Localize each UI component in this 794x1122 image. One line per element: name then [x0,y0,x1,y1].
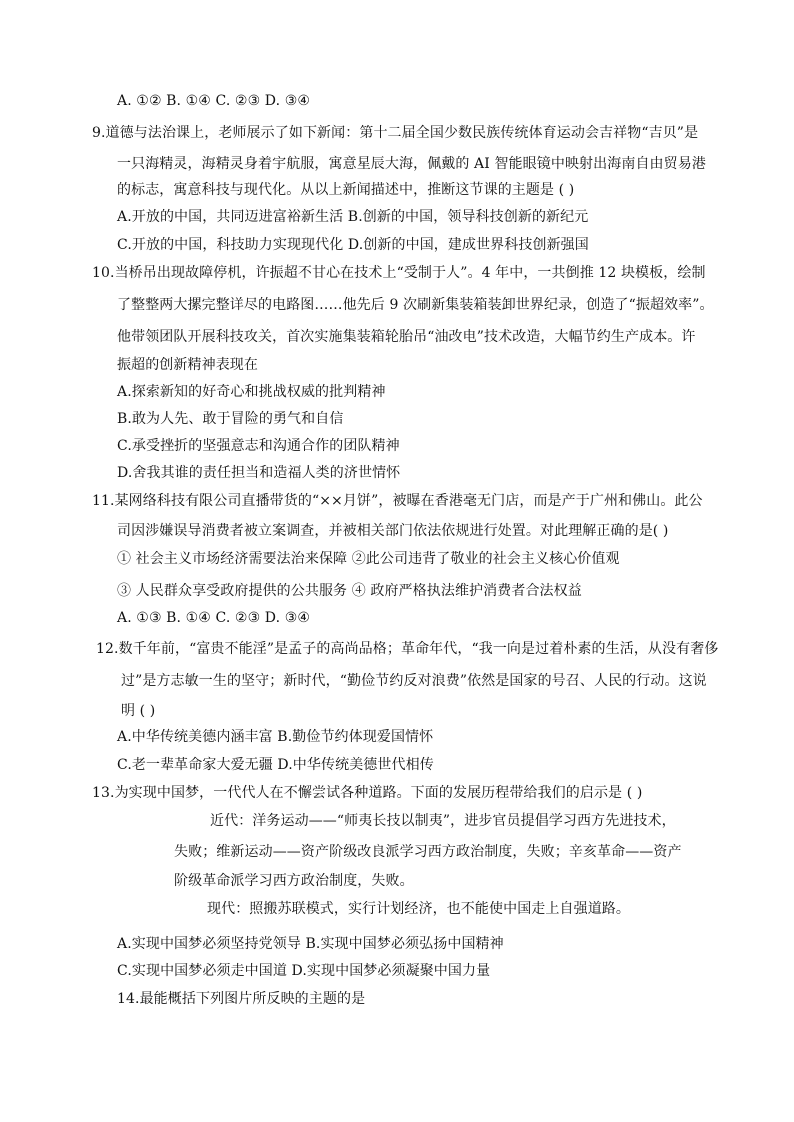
q13-material-line1: 近代：洋务运动——“师夷长技以制夷”，进步官员提倡学习西方先进技术， [210,813,676,829]
q10-stem-line3: 他带领团队开展科技攻关，首次实施集装箱轮胎吊“油改电”技术改造，大幅节约生产成本。许 [117,329,696,345]
q12-options-ab: A.中华传统美德内涵丰富 B.勤俭节约体现爱国情怀 [117,729,434,745]
q13-material-line2: 失败；维新运动——资产阶级改良派学习西方政治制度，失败；辛亥革命——资产 [174,844,682,860]
q9-stem-line1: 9.道德与法治课上，老师展示了如下新闻：第十二届全国少数民族传统体育运动会吉祥物“吉贝”是 [92,125,699,141]
q11-statements-12: ① 社会主义市场经济需要法治来保障 ②此公司违背了敬业的社会主义核心价值观 [117,551,620,567]
q13-material-line4: 现代：照搬苏联模式，实行计划经济，也不能使中国走上自强道路。 [207,901,630,917]
q12-options-cd: C.老一辈革命家大爱无疆 D.中华传统美德世代相传 [117,757,434,773]
q11-stem-line2: 司因涉嫌误导消费者被立案调查，并被相关部门依法依规进行处置。对此理解正确的是( ) [117,523,669,539]
q10-stem-line4: 振超的创新精神表现在 [117,357,258,373]
q10-option-c: C.承受挫折的坚强意志和沟通合作的团队精神 [117,438,400,454]
q9-options-cd: C.开放的中国，科技助力实现现代化 D.创新的中国，建成世界科技创新强国 [117,237,589,253]
q10-option-a: A.探索新知的好奇心和挑战权威的批判精神 [117,384,386,400]
q11-options: A. ①③ B. ①④ C. ②③ D. ③④ [117,610,310,626]
q13-material-line3: 阶级革命派学习西方政治制度，失败。 [174,873,414,889]
q9-stem-line2: 一只海精灵，海精灵身着宇航服，寓意星辰大海，佩戴的 AI 智能眼镜中映射出海南自由贸易港 [117,156,706,172]
q12-stem-line2: 过”是方志敏一生的坚守；新时代，“勤俭节约反对浪费”依然是国家的号召、人民的行动。这说 [121,673,707,689]
q11-stem-line1: 11.某网络科技有限公司直播带货的“××月饼”，被曝在香港毫无门店，而是产于广州和佛山。此公 [92,493,703,509]
q10-option-b: B.敢为人先、敢于冒险的勇气和自信 [117,411,344,427]
q10-option-d: D.舍我其谁的责任担当和造福人类的济世情怀 [117,465,401,481]
q11-statements-34: ③ 人民群众享受政府提供的公共服务 ④ 政府严格执法维护消费者合法权益 [117,583,582,599]
q10-stem-line1: 10.当桥吊出现故障停机，许振超不甘心在技术上“受制于人”。4 年中，一共倒推 12 块模板，绘制 [92,265,706,281]
q13-options-ab: A.实现中国梦必须坚持党领导 B.实现中国梦必须弘扬中国精神 [117,936,504,952]
q12-stem-line3: 明 ( ) [121,703,156,719]
q9-options-ab: A.开放的中国，共同迈进富裕新生活 B.创新的中国，领导科技创新的新纪元 [117,209,589,225]
q13-options-cd: C.实现中国梦必须走中国道 D.实现中国梦必须凝聚中国力量 [117,963,491,979]
q14-stem: 14.最能概括下列图片所反映的主题的是 [117,991,366,1007]
q8-options: A. ①② B. ①④ C. ②③ D. ③④ [117,93,310,109]
q12-stem-line1: 12.数千年前，“富贵不能淫”是孟子的高尚品格；革命年代，“我一向是过着朴素的生活，从没有奢侈 [96,641,719,657]
q9-stem-line3: 的标志，寓意科技与现代化。从以上新闻描述中，推断这节课的主题是 ( ) [117,182,575,198]
q13-stem-line1: 13.为实现中国梦，一代代人在不懈尝试各种道路。下面的发展历程带给我们的启示是 ( ) [92,785,643,801]
q10-stem-line2: 了整整两大摞完整详尽的电路图……他先后 9 次刷新集装箱装卸世界纪录，创造了“振超效率”。 [117,297,714,313]
